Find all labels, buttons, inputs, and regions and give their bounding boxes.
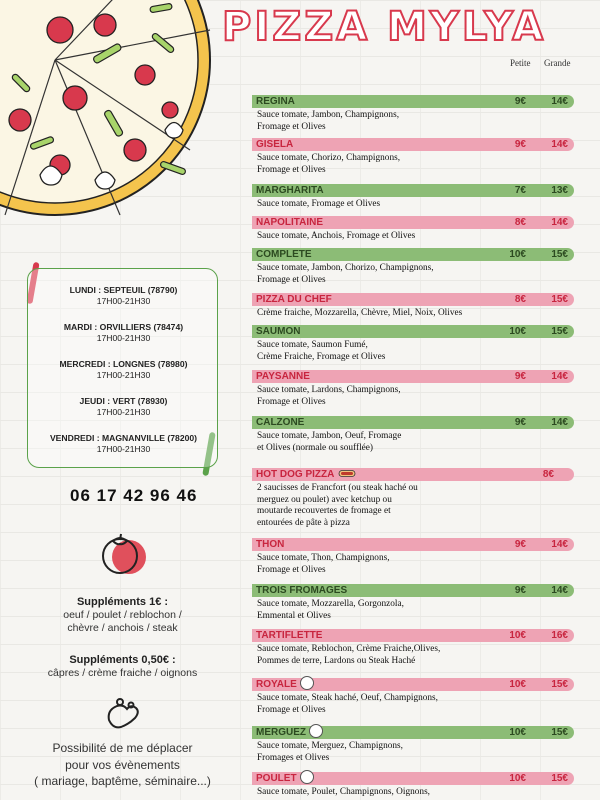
price-grande: 15€ — [551, 679, 568, 690]
schedule-hours: 17H00-21H30 — [96, 407, 151, 417]
header-petite: Petite — [510, 58, 531, 68]
schedule-city: VENDREDI : MAGNANVILLE (78200) — [49, 433, 198, 443]
schedule-entry — [28, 359, 219, 381]
price-petite: 9€ — [514, 139, 526, 150]
pizza-name — [256, 468, 356, 481]
desc-line: Sauce tomate, Jambon, Champignons, — [257, 110, 400, 120]
menu-item-trois-fromages — [252, 584, 574, 622]
people-icon — [103, 696, 141, 734]
menu-item-bar — [252, 772, 574, 785]
pizza-name-text: MERGUEZ — [256, 727, 306, 738]
price-petite: 10€ — [509, 630, 526, 641]
menu-item-bar — [252, 538, 574, 551]
schedule-city: MERCREDI : LONGNES (78980) — [59, 359, 188, 369]
royale-badge-icon — [300, 676, 314, 690]
pizza-description — [252, 229, 477, 243]
price-grande: 14€ — [551, 139, 568, 150]
pizza-name-text: POULET — [256, 773, 297, 784]
pizza-description — [252, 261, 477, 286]
brand-title: PIZZA MYLYA — [222, 4, 547, 50]
schedule-entry — [28, 396, 219, 418]
price-petite: 9€ — [514, 96, 526, 107]
pizza-description — [252, 597, 477, 622]
supplements-one-euro — [0, 596, 245, 635]
menu-item-bar — [252, 370, 574, 383]
desc-line: moutarde recouvertes de fromage et — [257, 506, 391, 517]
menu-item-paysanne — [252, 370, 574, 408]
pizza-description — [252, 739, 477, 764]
desc-line: Sauce tomate, Steak haché, Oeuf, Champignons, — [257, 693, 438, 703]
pizza-description — [252, 691, 497, 716]
supplement-line: câpres / crème fraiche / oignons — [47, 667, 198, 679]
desc-line: merguez ou poulet) avec ketchup ou — [257, 494, 392, 505]
menu-item-bar — [252, 216, 574, 229]
menu-item-bar — [252, 184, 574, 197]
pizza-name: NAPOLITAINE — [256, 217, 324, 228]
price-grande: 14€ — [551, 96, 568, 107]
pizza-name-text: HOT DOG PIZZA — [256, 469, 335, 480]
desc-line: Sauce tomate, Fromage et Olives — [257, 199, 381, 209]
menu-item-bar — [252, 138, 574, 151]
pizza-name — [256, 678, 314, 691]
schedule-city: MARDI : ORVILLIERS (78474) — [63, 322, 184, 332]
menu-item-tartiflette — [252, 629, 574, 667]
price-grande: 14€ — [551, 417, 568, 428]
schedule-box — [27, 268, 218, 468]
schedule-hours: 17H00-21H30 — [96, 370, 151, 380]
price-grande: 14€ — [551, 539, 568, 550]
price-petite: 9€ — [514, 539, 526, 550]
desc-line: Fromage et Olives — [257, 121, 326, 132]
price-petite: 10€ — [509, 773, 526, 784]
pizza-name: MARGHARITA — [256, 185, 324, 196]
price-grande: 16€ — [551, 630, 568, 641]
price-petite: 10€ — [509, 727, 526, 738]
travel-line: pour vos évènements — [65, 757, 180, 772]
desc-line: Sauce tomate, Chorizo, Champignons, — [257, 153, 401, 163]
desc-line: Crème Fraiche, Fromage et Olives — [257, 351, 386, 362]
desc-line: Sauce tomate, Reblochon, Crème Fraiche,Olives, — [257, 644, 441, 654]
schedule-entry — [28, 285, 219, 307]
price-grande: 15€ — [551, 249, 568, 260]
schedule-hours: 17H00-21H30 — [96, 333, 151, 343]
menu-item-bar — [252, 584, 574, 597]
price-petite: 8€ — [514, 217, 526, 228]
schedule-hours: 17H00-21H30 — [96, 444, 151, 454]
schedule-city: LUNDI : SEPTEUIL (78790) — [69, 285, 178, 295]
pizza-description — [252, 108, 477, 133]
travel-line: Possibilité de me déplacer — [52, 741, 193, 755]
desc-line: Crème fraiche, Mozzarella, Chèvre, Miel, Noix, Olives — [257, 308, 463, 318]
menu-item-margharita — [252, 184, 574, 211]
pizza-description — [252, 481, 472, 529]
desc-line: Sauce tomate, Lardons, Champignons, — [257, 385, 401, 395]
price-petite: 10€ — [509, 249, 526, 260]
supplement-title: Suppléments 0,50€ : — [69, 654, 176, 666]
desc-line: Sauce tomate, Mozzarella, Gorgonzola, — [257, 599, 404, 609]
desc-line: Sauce tomate, Jambon, Oeuf, Fromage — [257, 431, 402, 441]
price-grande: 15€ — [551, 773, 568, 784]
travel-info — [0, 740, 245, 790]
desc-line: Fromage et Olives — [257, 564, 326, 575]
pizza-description — [252, 383, 477, 408]
pizza-name: CALZONE — [256, 417, 305, 428]
pizza-description — [252, 429, 477, 454]
price-grande: 14€ — [551, 585, 568, 596]
menu-item-thon — [252, 538, 574, 576]
desc-line: Sauce tomate, Saumon Fumé, — [257, 340, 368, 350]
price-grande: 14€ — [551, 217, 568, 228]
menu-item-royale — [252, 678, 574, 716]
pizza-name: GISELA — [256, 139, 294, 150]
pizza-name: REGINA — [256, 96, 295, 107]
schedule-entry — [28, 433, 219, 455]
price-grande: 15€ — [551, 326, 568, 337]
pizza-name: TROIS FROMAGES — [256, 585, 348, 596]
pizza-name: THON — [256, 539, 285, 550]
menu-item-bar — [252, 293, 574, 306]
menu-item-bar — [252, 468, 574, 481]
menu-item-bar — [252, 629, 574, 642]
desc-line: Sauce tomate, Merguez, Champignons, — [257, 741, 403, 751]
desc-line: Fromages et Olives — [257, 752, 330, 763]
pizza-name: COMPLETE — [256, 249, 312, 260]
price-petite: 7€ — [514, 185, 526, 196]
desc-line: Pommes de terre, Lardons ou Steak Haché — [257, 655, 416, 666]
desc-line: Sauce tomate, Poulet, Champignons, Oignons, — [257, 787, 431, 797]
menu-item-hot-dog-pizza — [252, 468, 574, 529]
desc-line: Fromage et Olives — [257, 274, 326, 285]
pizza-name: SAUMON — [256, 326, 301, 337]
menu-item-bar — [252, 95, 574, 108]
pizza-description — [252, 785, 497, 799]
hotdog-icon — [338, 469, 356, 478]
menu-item-bar — [252, 325, 574, 338]
menu-item-regina — [252, 95, 574, 133]
price-petite: 9€ — [514, 417, 526, 428]
tomato-icon — [95, 530, 150, 578]
pizza-description — [252, 338, 477, 363]
schedule-hours: 17H00-21H30 — [96, 296, 151, 306]
pizza-name — [256, 726, 323, 739]
price-petite: 10€ — [509, 326, 526, 337]
desc-line: et Olives (normale ou soufflée) — [257, 442, 374, 453]
header-grande: Grande — [544, 58, 571, 68]
desc-line: Sauce tomate, Jambon, Chorizo, Champignons, — [257, 263, 434, 273]
menu-item-complete — [252, 248, 574, 286]
menu-item-napolitaine — [252, 216, 574, 243]
price-grande: 15€ — [551, 294, 568, 305]
desc-line: Fromage et Olives — [257, 396, 326, 407]
price-petite: 8€ — [514, 294, 526, 305]
menu-item-pizza-du-chef — [252, 293, 574, 320]
price-grande: 14€ — [551, 371, 568, 382]
pizza-name-text: ROYALE — [256, 679, 297, 690]
supplement-title: Suppléments 1€ : — [76, 596, 169, 608]
merguez-badge-icon — [309, 724, 323, 738]
pizza-illustration — [0, 0, 215, 228]
price-petite: 9€ — [514, 371, 526, 382]
menu-item-merguez — [252, 726, 574, 764]
phone-number[interactable]: 06 17 42 96 46 — [70, 486, 198, 505]
menu-item-calzone — [252, 416, 574, 454]
menu-item-bar — [252, 678, 574, 691]
desc-line: Fromage et Olives — [257, 164, 326, 175]
schedule-entry — [28, 322, 219, 344]
pizza-name: TARTIFLETTE — [256, 630, 323, 641]
pizza-description — [252, 151, 477, 176]
pizza-name — [256, 772, 314, 785]
travel-line: ( mariage, baptême, séminaire...) — [34, 774, 211, 788]
supplements-fifty-cents — [0, 654, 245, 680]
menu-item-gisela — [252, 138, 574, 176]
price-petite: 10€ — [509, 679, 526, 690]
pizza-description — [252, 642, 497, 667]
supplement-line: oeuf / poulet / reblochon / — [63, 609, 182, 621]
price: 8€ — [542, 469, 554, 480]
pizza-name: PAYSANNE — [256, 371, 310, 382]
schedule-city: JEUDI : VERT (78930) — [79, 396, 168, 406]
desc-line: Sauce tomate, Thon, Champignons, — [257, 553, 390, 563]
desc-line: 2 saucisses de Francfort (ou steak haché ou — [257, 483, 418, 493]
menu-item-poulet — [252, 772, 574, 799]
pizza-name: PIZZA DU CHEF — [256, 294, 332, 305]
desc-line: Fromage et Olives — [257, 704, 326, 715]
supplement-line: chèvre / anchois / steak — [67, 622, 178, 634]
pizza-description — [252, 551, 477, 576]
price-grande: 13€ — [551, 185, 568, 196]
desc-line: entourées de pâte à pizza — [257, 517, 350, 528]
menu-item-bar — [252, 248, 574, 261]
desc-line: Emmental et Olives — [257, 610, 331, 621]
price-petite: 9€ — [514, 585, 526, 596]
price-grande: 15€ — [551, 727, 568, 738]
menu-item-bar — [252, 416, 574, 429]
pizza-description — [252, 197, 477, 211]
pizza-description — [252, 306, 517, 320]
menu-item-saumon — [252, 325, 574, 363]
desc-line: Sauce tomate, Anchois, Fromage et Olives — [257, 231, 416, 241]
menu-item-bar — [252, 726, 574, 739]
poulet-badge-icon — [300, 770, 314, 784]
